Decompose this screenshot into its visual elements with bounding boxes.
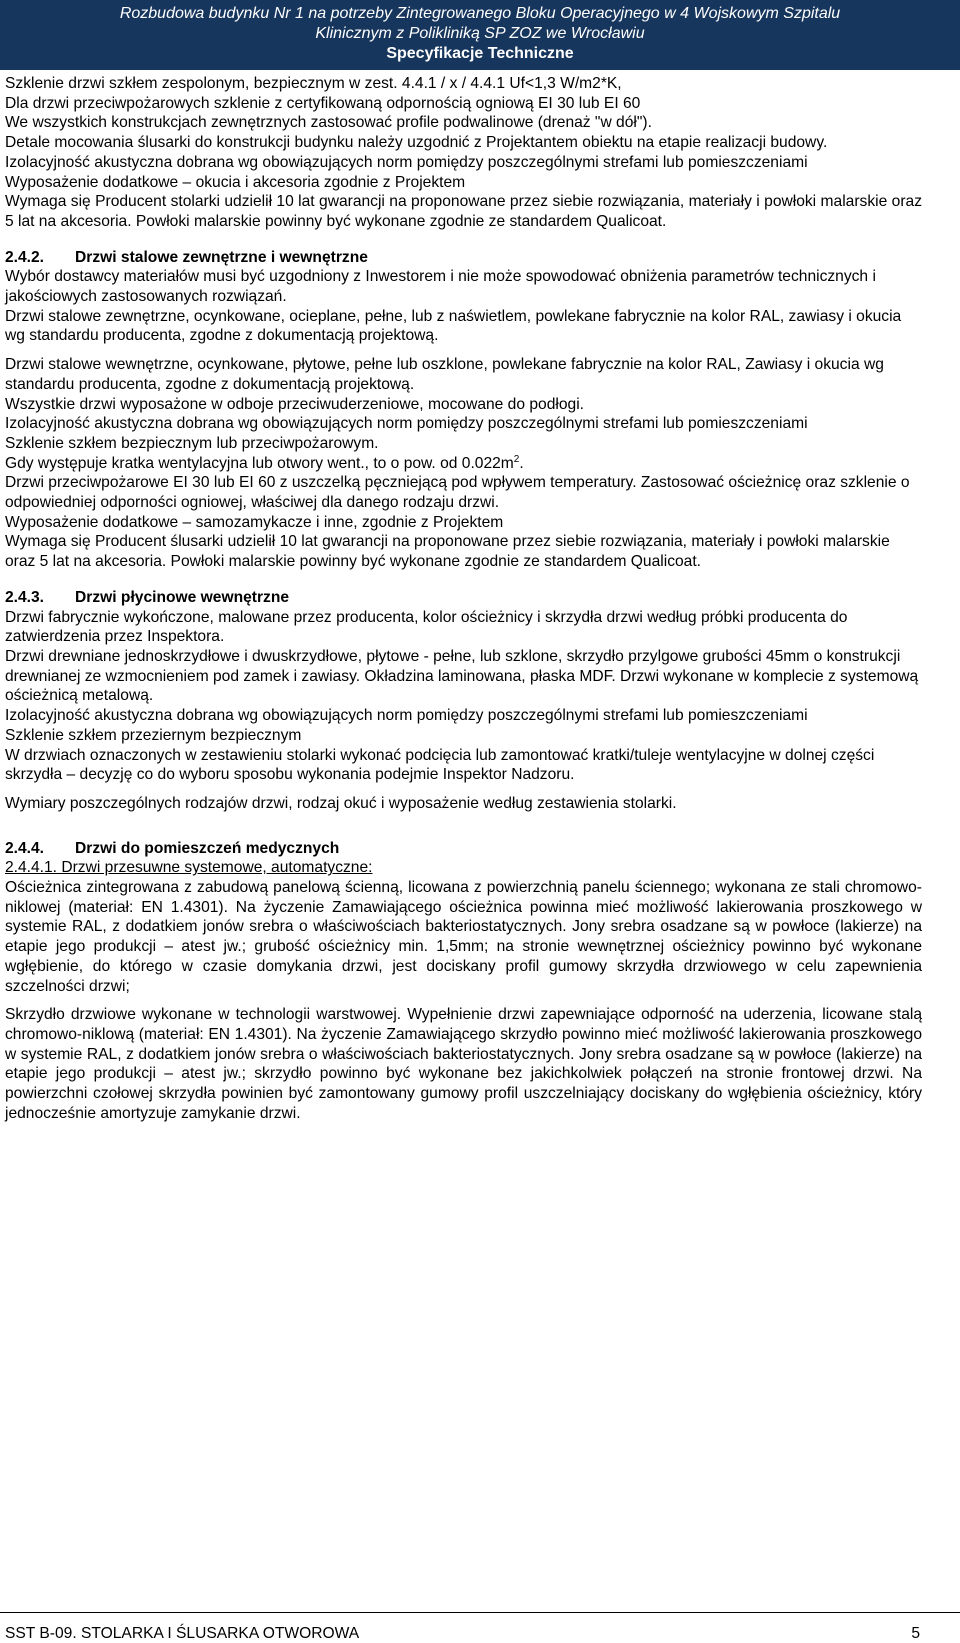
paragraph: Dla drzwi przeciwpożarowych szklenie z certyfikowaną odpornością ogniową EI 30 lub EI 60 <box>5 94 641 112</box>
paragraph: Wymiary poszczególnych rodzajów drzwi, rodzaj okuć i wyposażenie według zestawienia stolarki. <box>5 794 677 812</box>
subsection-heading: 2.4.4.1. Drzwi przesuwne systemowe, automatyczne: <box>5 859 373 877</box>
paragraph: Izolacyjność akustyczna dobrana wg obowiązujących norm pomiędzy poszczególnymi strefami lub pomieszczeniami <box>5 707 808 725</box>
section-title: Drzwi płycinowe wewnętrzne <box>75 588 290 606</box>
section-heading-2-4-4 <box>5 839 922 859</box>
header-doc-type: Specyfikacje Techniczne <box>386 45 574 62</box>
header-project-subtitle: Klinicznym z Polikliniką SP ZOZ we Wrocławiu <box>315 25 645 42</box>
paragraph: Drzwi stalowe zewnętrzne, ocynkowane, ocieplane, pełne, lub z naświetlem, powlekane fabrycznie na kolor RAL, zawiasy i okucia wg standardu producenta, zgodne z dokumentacją projektową. <box>5 307 902 345</box>
paragraph: Gdy występuje kratka wentylacyjna lub otwory went., to o pow. od $0.022m^2$. <box>5 453 524 472</box>
paragraph: Drzwi stalowe wewnętrzne, ocynkowane, płytowe, pełne lub oszklone, powlekane fabrycznie na kolor RAL, Zawiasy i okucia wg standardu producenta, zgodne z dokumentacją projektową. <box>5 356 884 393</box>
paragraph: Szklenie drzwi szkłem zespolonym, bezpiecznym w zest. 4.4.1 / x / 4.4.1 Uf<1,3 W/m2*K, <box>5 75 622 92</box>
paragraph: Detale mocowania ślusarki do konstrukcji budynku należy uzgodnić z Projektantem obiektu na etapie realizacji budowy. <box>5 134 828 152</box>
paragraph: Ościeżnica zintegrowana z zabudową panelową ścienną, licowana z powierzchnią panelu ściennego; wykonana ze stali chromowo-niklowej (materiał: EN 1.4301). Na życzenie Zamawiającego ościeżnica powinna mieć możliwość lakierowania proszkowego w systemie RAL, z dodatkiem jonów srebra o właściwościach bakteriostatycznych. Jony srebra osadzane są w powłoce (lakierze) na etapie jego produkcji – atest jw.; grubość ościeżnicy min. 1,5mm; na stronie wewnętrznej ościeżnicy powinno być wykonane wgłębienie, do którego w czasie domykania drzwi, jest dociskany profil gumowy skrzydła drzwiowego w celu zapewnienia szczelności drzwi; <box>5 879 922 995</box>
paragraph: Wymaga się Producent stolarki udzielił 10 lat gwarancji na proponowane przez siebie rozwiązania, materiały i powłoki malarskie oraz 5 lat na akcesoria. Powłoki malarskie powinny być wykonane zgodnie ze standardem Qualicoat. <box>5 193 922 230</box>
section-heading-2-4-3 <box>5 588 922 608</box>
paragraph: Izolacyjność akustyczna dobrana wg obowiązujących norm pomiędzy poszczególnymi strefami lub pomieszczeniami <box>5 415 808 433</box>
paragraph: Wszystkie drzwi wyposażone w odboje przeciwuderzeniowe, mocowane do podłogi. <box>5 395 584 413</box>
section-number: 2.4.3. <box>5 588 45 606</box>
paragraph: Wyposażenie dodatkowe – samozamykacze i inne, zgodnie z Projektem <box>5 513 504 531</box>
paragraph: Wybór dostawcy materiałów musi być uzgodniony z Inwestorem i nie może spowodować obniżenia parametrów technicznych i jakościowych zastosowanych rozwiązań. <box>5 268 876 306</box>
page-number: 5 <box>911 1625 920 1642</box>
section-number: 2.4.2. <box>5 248 45 266</box>
paragraph: Wyposażenie dodatkowe – okucia i akcesoria zgodnie z Projektem <box>5 173 466 191</box>
paragraph: Izolacyjność akustyczna dobrana wg obowiązujących norm pomiędzy poszczególnymi strefami lub pomieszczeniami <box>5 153 808 171</box>
paragraph: Szklenie szkłem bezpiecznym lub przeciwpożarowym. <box>5 434 379 452</box>
paragraph: Drzwi drewniane jednoskrzydłowe i dwuskrzydłowe, płytowe - pełne, lub szklone, skrzydło przylgowe grubości 45mm o konstrukcji drewnianej ze wzmocnieniem pod zamek i zawiasy. Okładzina laminowana, płaska MDF. Drzwi wykonane w komplecie z systemową ościeżnicą metalową. <box>5 647 919 705</box>
paragraph: Wymaga się Producent ślusarki udzielił 10 lat gwarancji na proponowane przez siebie rozwiązania, materiały i powłoki malarskie oraz 5 lat na akcesoria. Powłoki malarskie powinny być wykonane zgodnie ze standardem Qualicoat. <box>5 533 890 571</box>
document-body <box>5 74 922 1123</box>
section-number: 2.4.4. <box>5 839 45 857</box>
header-project-title: Rozbudowa budynku Nr 1 na potrzeby Zintegrowanego Bloku Operacyjnego w 4 Wojskowym Szpitalu <box>119 5 841 22</box>
footer-document-title: SST B-09. STOLARKA I ŚLUSARKA OTWOROWA <box>5 1625 360 1642</box>
page-footer <box>0 1612 960 1643</box>
paragraph: W drzwiach oznaczonych w zestawieniu stolarki wykonać podcięcia lub zamontować kratki/tuleje wentylacyjne w dolnej części skrzydła – decyzję co do wyboru sposobu wykonania podejmie Inspektor Nadzoru. <box>5 746 875 784</box>
paragraph: Skrzydło drzwiowe wykonane w technologii warstwowej. Wypełnienie drzwi zapewniające odporność na uderzenia, licowane stalą chromowo-niklową (materiał: EN 1.4301). Na życzenie Zamawiającego skrzydło powinno mieć możliwość lakierowania proszkowego w systemie RAL, z dodatkiem jonów srebra o właściwościach bakteriostatycznych. Jony srebra osadzane są w powłoce (lakierze) na etapie jego produkcji – atest jw.; skrzydło powinno być wykonane bez jakichkolwiek połączeń na stronie frontowej drzwi. Na powierzchni czołowej skrzydła powinien być zamontowany gumowy profil uszczelniający dociskany do wgłębienia ościeżnicy, który jednocześnie amortyzuje zamykanie drzwi. <box>5 1006 922 1122</box>
paragraph: Drzwi fabrycznie wykończone, malowane przez producenta, kolor ościeżnicy i skrzydła drzwi według próbki producenta do zatwierdzenia przez Inspektora. <box>5 608 848 646</box>
paragraph: Szklenie szkłem przeziernym bezpiecznym <box>5 726 302 744</box>
section-title: Drzwi stalowe zewnętrzne i wewnętrzne <box>75 248 368 266</box>
paragraph: We wszystkich konstrukcjach zewnętrznych zastosować profile podwalinowe (drenaż "w dół"). <box>5 114 652 132</box>
section-title: Drzwi do pomieszczeń medycznych <box>75 839 340 857</box>
section-heading-2-4-2 <box>5 248 922 268</box>
page-header <box>0 0 960 70</box>
paragraph: Drzwi przeciwpożarowe EI 30 lub EI 60 z uszczelką pęczniejącą pod wpływem temperatury. Zastosować ościeżnicę oraz szklenie o odpowiedniej odporności ogniowej, właściwej dla danego rodzaju drzwi. <box>5 474 910 512</box>
